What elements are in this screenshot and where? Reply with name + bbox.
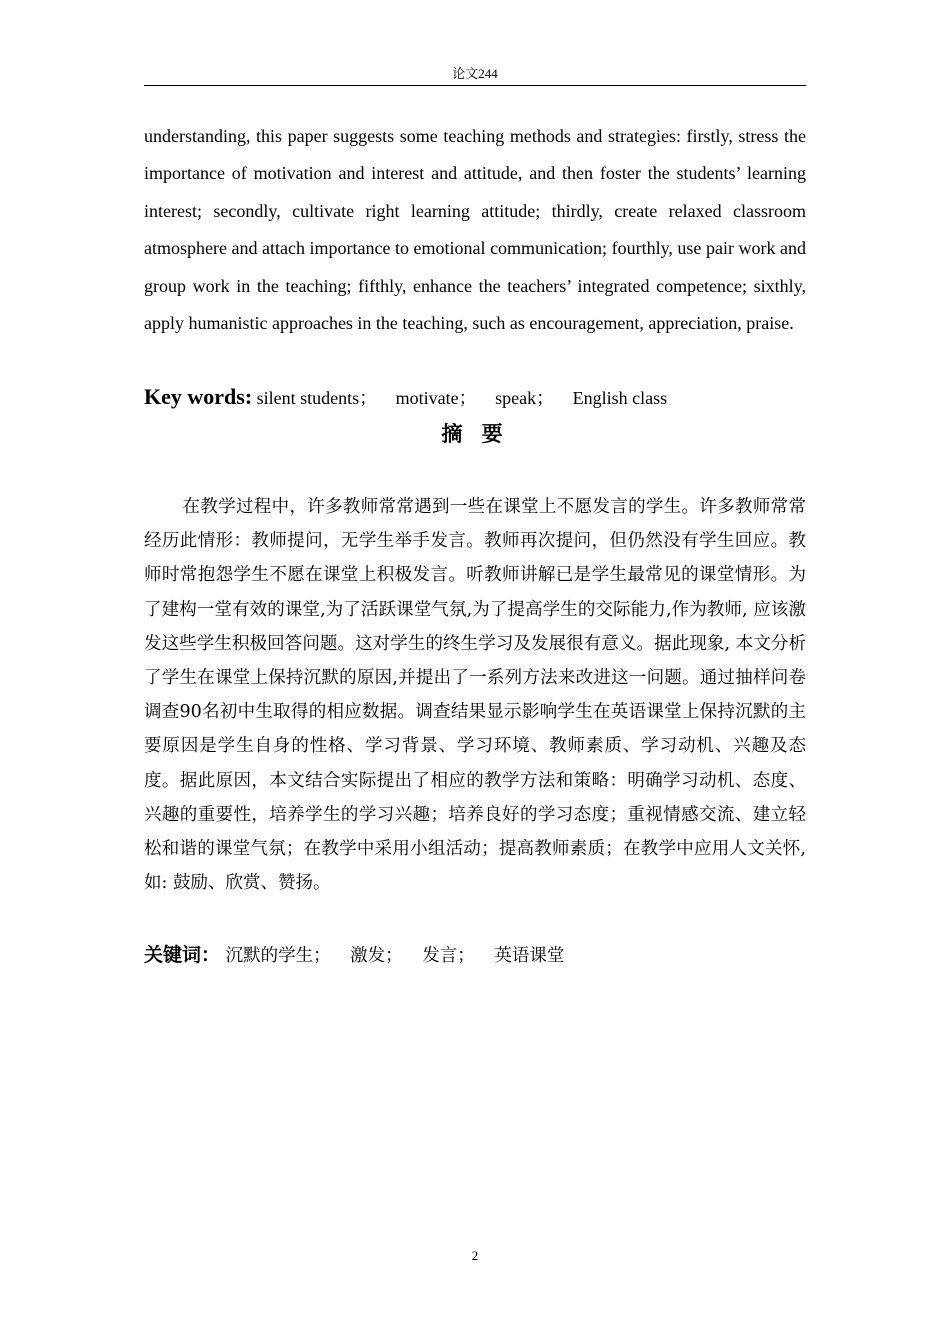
chinese-keyword: 沉默的学生； (225, 946, 331, 966)
header-rule (144, 85, 806, 86)
chinese-keyword: 激发； (350, 946, 403, 966)
chinese-abstract (144, 490, 806, 900)
chinese-keyword: 英语课堂 (494, 946, 565, 966)
chinese-keywords (144, 938, 806, 973)
english-keyword: motivate； (395, 388, 477, 408)
english-abstract (144, 118, 806, 342)
english-abstract-text: understanding, this paper suggests some teaching methods and strategies: firstly, stress the importance of motivation and interest and attitude, and then foster the students’ learning interest; secondly, cultivate right learning attitude; thirdly, create relaxed classroom atmosphere and attach importance to emotional communication; fourthly, use pair work and group work in the teaching; fifthly, enhance the teachers’ integrated competence; sixthly, apply humanistic approaches in the teaching, such as encouragement, appreciation, praise. (144, 126, 806, 334)
english-keywords-label: Key words: (144, 384, 253, 409)
chinese-abstract-heading: 摘 要 (441, 422, 509, 446)
page-number: 2 (471, 1248, 479, 1263)
english-keyword: silent students； (256, 388, 378, 408)
chinese-keywords-label: 关键词： (144, 944, 221, 966)
chinese-keyword: 发言； (422, 946, 475, 966)
english-keyword: speak； (495, 388, 555, 408)
english-keyword: English class (572, 388, 668, 408)
chinese-abstract-text: 在教学过程中，许多教师常常遇到一些在课堂上不愿发言的学生。许多教师常常经历此情形：教师提问，无学生举手发言。教师再次提问，但仍然没有学生回应。教师时常抱怨学生不愿在课堂上积极发言。听教师讲解已是学生最常见的课堂情形。为了建构一堂有效的课堂,为了活跃课堂气氛,为了提高学生的交际能力,作为教师, 应该激发这些学生积极回答问题。这对学生的终生学习及发展很有意义。据此现象, 本文分析了学生在课堂上保持沉默的原因,并提出了一系列方法来改进这一问题。通过抽样问卷调查90名初中生取得的相应数据。调查结果显示影响学生在英语课堂上保持沉默的主要原因是学生自身的性格、学习背景、学习环境、教师素质、学习动机、兴趣及态度。据此原因，本文结合实际提出了相应的教学方法和策略：明确学习动机、态度、兴趣的重要性，培养学生的学习兴趣；培养良好的学习态度；重视情感交流、建立轻松和谐的课堂气氛；在教学中采用小组活动；提高教师素质；在教学中应用人文关怀, 如: 鼓励、欣赏、赞扬。 (144, 497, 806, 894)
english-keywords (144, 380, 806, 415)
running-header: 论文244 (452, 66, 498, 81)
